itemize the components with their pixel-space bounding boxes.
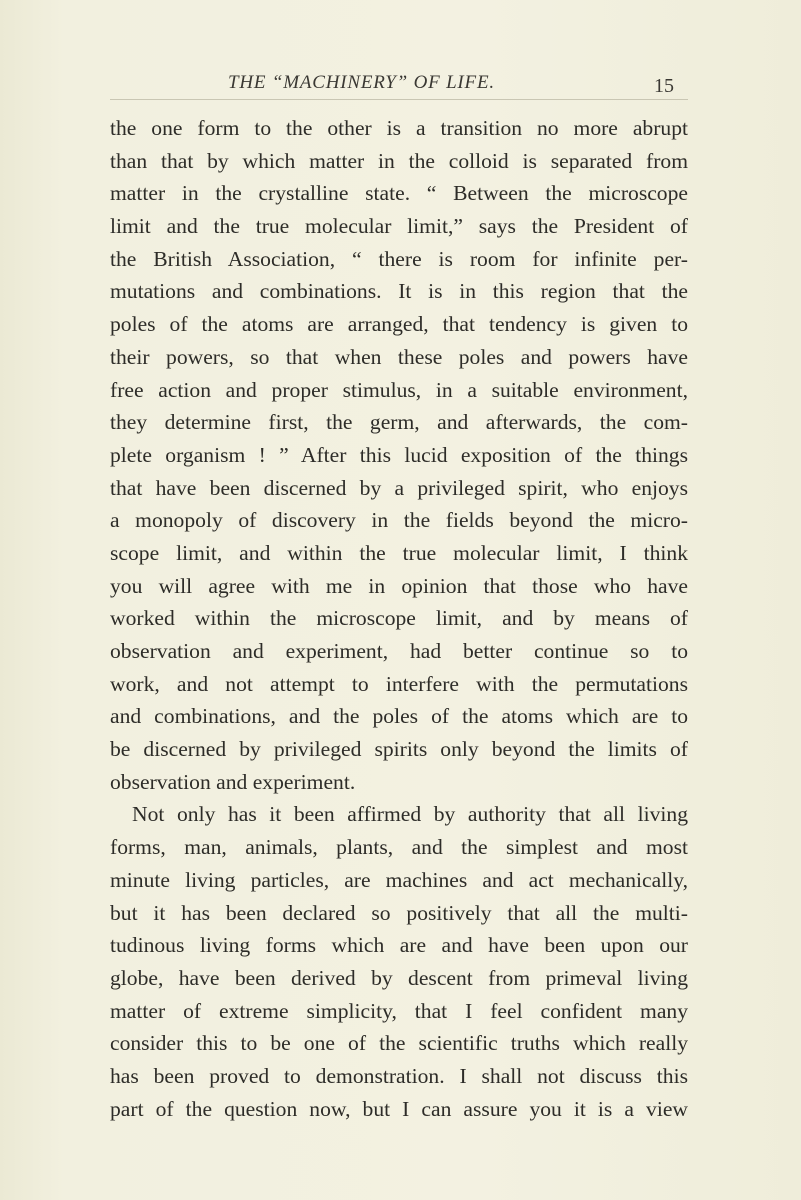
text-line: globe, have been derived by descent from primeval living (110, 965, 688, 990)
text-line: the one form to the other is a transition no more abrupt (110, 116, 688, 140)
text-line: and combinations, and the poles of the atoms which are to (110, 704, 688, 729)
text-line: has been proved to demonstration. I shall not discuss this (110, 1063, 688, 1088)
text-line: worked within the microscope limit, and by means of (110, 606, 688, 631)
text-line: scope limit, and within the true molecular limit, I think (110, 540, 688, 565)
text-line: be discerned by privileged spirits only beyond the limits of (110, 737, 688, 762)
running-head: THE “MACHINERY” OF LIFE. (228, 72, 495, 93)
text-line: observation and experiment. (110, 769, 356, 794)
text-line: Not only has it been affirmed by authority that all living (132, 802, 688, 827)
text-line: that have been discerned by a privileged spirit, who enjoys (110, 475, 688, 500)
text-line: the British Association, “ there is room for infinite per- (110, 246, 688, 271)
text-line: limit and the true molecular limit,” says the President of (110, 214, 688, 239)
page-number: 15 (654, 75, 674, 97)
text-line: matter of extreme simplicity, that I feel confident many (110, 998, 688, 1023)
text-line: minute living particles, are machines and act mechanically, (110, 867, 688, 892)
text-line: plete organism ! ” After this lucid exposition of the things (110, 442, 688, 467)
header-rule (110, 99, 688, 100)
text-line: matter in the crystalline state. “ Between the microscope (110, 181, 688, 206)
text-line: observation and experiment, had better continue so to (110, 639, 688, 663)
text-line: poles of the atoms are arranged, that tendency is given to (110, 312, 688, 337)
page-header (110, 72, 710, 102)
text-line: consider this to be one of the scientific truths which really (110, 1031, 688, 1056)
text-line: part of the question now, but I can assure you it is a view (110, 1096, 688, 1121)
text-line: work, and not attempt to interfere with the permutations (110, 671, 688, 696)
text-line: tudinous living forms which are and have been upon our (110, 933, 688, 958)
text-line: mutations and combinations. It is in this region that the (110, 279, 688, 304)
text-line: a monopoly of discovery in the fields beyond the micro- (110, 508, 688, 533)
text-line: their powers, so that when these poles and powers have (110, 344, 688, 369)
text-line: you will agree with me in opinion that those who have (110, 573, 688, 598)
text-line: they determine first, the germ, and afterwards, the com- (110, 410, 688, 435)
text-line: but it has been declared so positively that all the multi- (110, 900, 688, 925)
text-line: forms, man, animals, plants, and the simplest and most (110, 835, 688, 860)
text-line: than that by which matter in the colloid is separated from (110, 148, 688, 173)
body-text (110, 112, 688, 1125)
text-line: free action and proper stimulus, in a suitable environment, (110, 377, 688, 402)
